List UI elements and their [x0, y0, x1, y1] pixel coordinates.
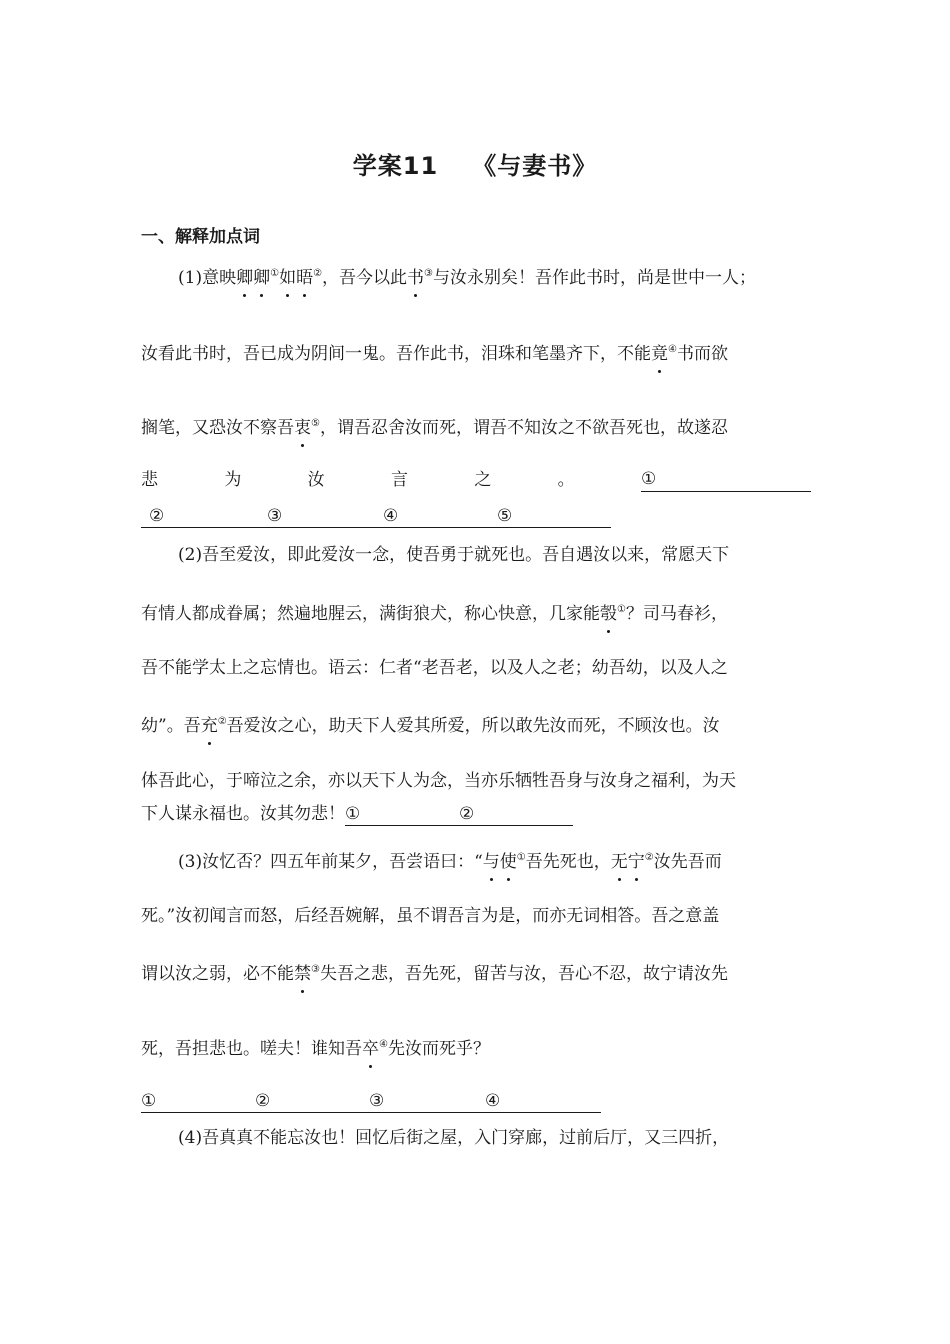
p1-line-2: 汝看此书时，吾已成为阴间一鬼。吾作此书，泪珠和笔墨齐下，不能竟④书而欲 [141, 344, 728, 364]
answer-blank-row[interactable]: ② ③ ④ ⑤ [141, 505, 611, 528]
dotted-word: 卿 [253, 268, 271, 288]
dotted-word: 充 [200, 716, 218, 736]
p4-line-1: (4)吾真真不能忘汝也！回忆后街之屋，入门穿廊，过前后厅，又三四折， [178, 1128, 730, 1148]
dotted-word: 书 [407, 268, 425, 288]
answer-blank-row[interactable]: ① ② ③ ④ [141, 1090, 601, 1113]
p2-line-3: 吾不能学太上之忘情也。语云：仁者“老吾老，以及人之老；幼吾幼，以及人之 [141, 658, 728, 678]
answer-blank[interactable]: ① ② [345, 803, 573, 826]
p1-line-4: 悲 为 汝 言 之 。 ① [141, 468, 811, 492]
dotted-word: 无 [610, 852, 628, 872]
p3-line-4: 死，吾担悲也。嗟夫！谁知吾卒④先汝而死乎？ [141, 1039, 490, 1059]
dotted-word: 与 [482, 852, 500, 872]
dotted-word: 卿 [236, 268, 254, 288]
dotted-word: 竟 [651, 344, 668, 364]
p1-line-1: (1)意映卿卿①如晤②，吾今以此书③与汝永别矣！吾作此书时，尚是世中一人； [178, 268, 756, 288]
p2-line-1: (2)吾至爱汝，即此爱汝一念，使吾勇于就死也。吾自遇汝以来，常愿天下 [178, 545, 730, 565]
dotted-word: 使 [499, 852, 517, 872]
p1-line-3: 搁笔，又恐汝不察吾衷⑤，谓吾忍舍汝而死，谓吾不知汝之不欲吾死也，故遂忍 [141, 418, 728, 438]
dotted-word: 禁 [294, 964, 311, 984]
dotted-word: 衷 [294, 418, 311, 438]
p3-line-3: 谓以汝之弱，必不能禁③失吾之悲，吾先死，留苦与汝，吾心不忍，故宁请汝先 [141, 964, 728, 984]
dotted-word: 如 [279, 268, 297, 288]
dotted-word: 宁 [627, 852, 645, 872]
section-heading: 一、解释加点词 [141, 227, 260, 247]
dotted-word: 晤 [296, 268, 314, 288]
p2-line-6: 下人谋永福也。汝其勿悲！① ② [141, 802, 811, 826]
dotted-word: 卒 [362, 1039, 379, 1059]
p3-line-1: (3)汝忆否？四五年前某夕，吾尝语曰：“与使①吾先死也，无宁②汝先吾而 [178, 852, 722, 872]
page-title: 学案11 《与妻书》 [352, 152, 598, 180]
p2-line-2: 有情人都成眷属；然遍地腥云，满街狼犬，称心快意，几家能彀①？司马春衫， [141, 604, 728, 624]
p2-line-5: 体吾此心，于啼泣之余，亦以天下人为念，当亦乐牺牲吾身与汝身之福利，为天 [141, 771, 736, 791]
p2-line-4: 幼”。吾充②吾爱汝之心，助天下人爱其所爱，所以敢先汝而死，不顾汝也。汝 [141, 716, 720, 736]
p3-line-2: 死。”汝初闻言而怒，后经吾婉解，虽不谓吾言为是，而亦无词相答。吾之意盖 [141, 906, 720, 926]
answer-blank[interactable]: ① [641, 468, 811, 492]
dotted-word: 彀 [600, 604, 617, 624]
